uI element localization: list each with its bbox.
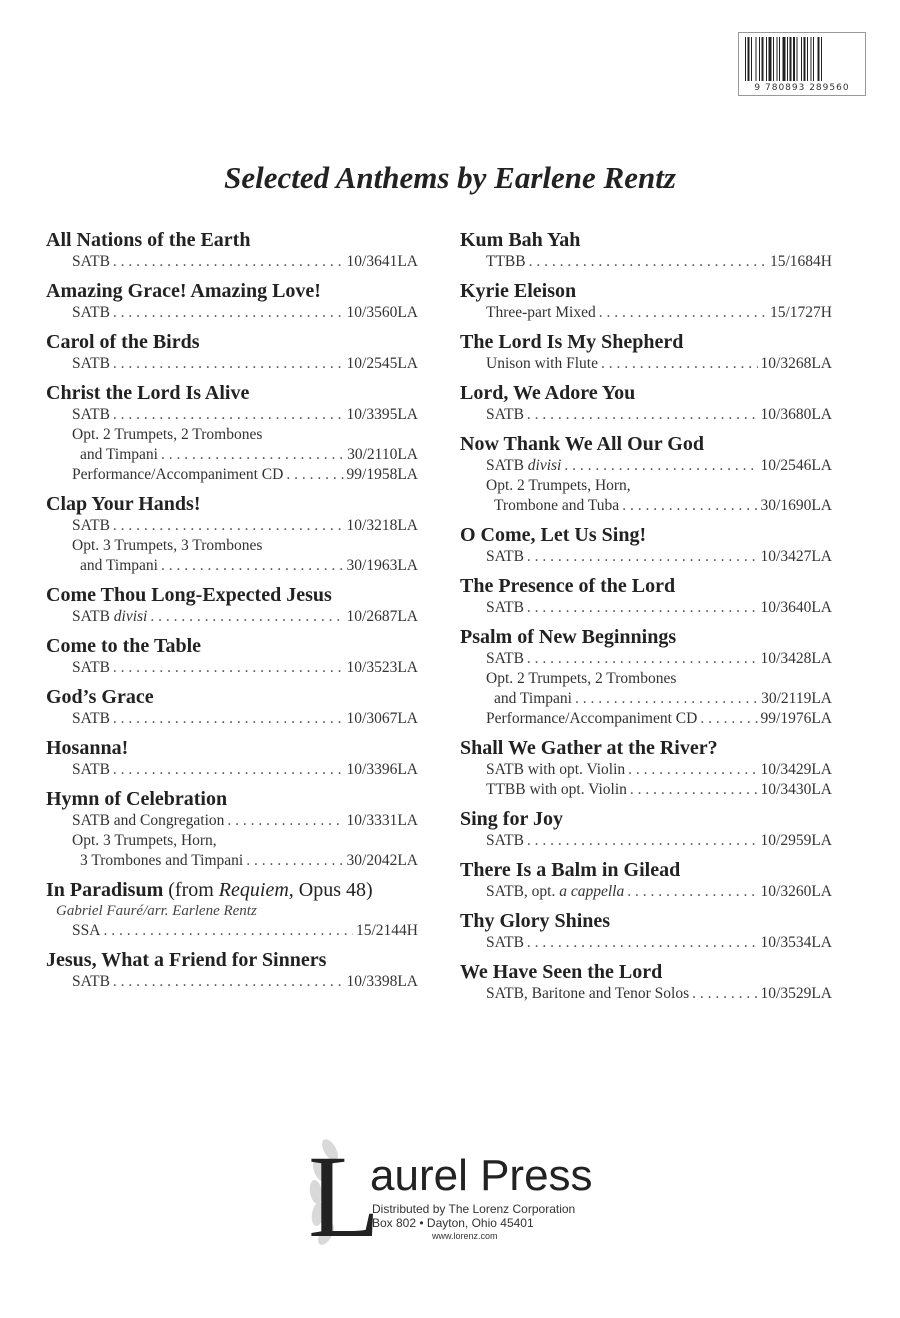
voicing-desc (72, 811, 224, 831)
anthem-title-text: Hosanna! (46, 737, 129, 759)
voicing-desc (80, 851, 243, 871)
anthem-title (460, 960, 832, 984)
voicing-line (46, 536, 418, 556)
leader-dots (527, 649, 758, 669)
voicing-line (460, 303, 832, 323)
voicing-line (460, 689, 832, 709)
leader-dots (700, 709, 757, 729)
leader-dots (113, 354, 344, 374)
catalog-number: 10/3430LA (760, 781, 832, 798)
anthem-title (460, 574, 832, 598)
leader-dots (599, 303, 767, 323)
voicing-line (46, 425, 418, 445)
voicing-line (46, 354, 418, 374)
anthem-title-text: God’s Grace (46, 686, 154, 708)
voicing-text: SATB (486, 599, 524, 616)
voicing-text: SATB, opt. (486, 883, 556, 900)
catalog-number: 10/3428LA (760, 650, 832, 667)
logo-website[interactable]: www.lorenz.com (432, 1231, 498, 1241)
voicing-desc (72, 252, 110, 272)
catalog-number: 30/2119LA (761, 690, 832, 707)
voicing-text: Trombone and Tuba (494, 497, 620, 514)
voicing-desc (486, 669, 676, 689)
anthem-entry (460, 858, 832, 902)
catalog-number: 10/2687LA (346, 608, 418, 625)
voicing-line (46, 811, 418, 831)
barcode-bar (787, 37, 788, 81)
catalog-number: 30/1690LA (760, 497, 832, 514)
anthem-title (46, 330, 418, 354)
anthem-entry (460, 625, 832, 729)
left-column (46, 228, 418, 999)
voicing-line (46, 831, 418, 851)
barcode-bar (818, 37, 820, 81)
voicing-text: and Timpani (494, 690, 572, 707)
voicing-line (46, 556, 418, 576)
anthem-entry (46, 634, 418, 678)
anthem-entry (46, 330, 418, 374)
voicing-line (460, 476, 832, 496)
voicing-text: SATB, Baritone and Tenor Solos (486, 985, 690, 1002)
anthem-entry (46, 736, 418, 780)
voicing-text: TTBB with opt. Violin (486, 781, 627, 798)
anthem-title-text: Amazing Grace! Amazing Love! (46, 280, 321, 302)
voicing-desc (486, 405, 524, 425)
voicing-text: and Timpani (80, 557, 158, 574)
anthem-entry (46, 492, 418, 576)
voicing-line (460, 547, 832, 567)
voicing-text: SATB with opt. Violin (486, 761, 626, 778)
leader-dots (113, 972, 344, 992)
catalog-number: 10/3560LA (346, 304, 418, 321)
barcode-bar (790, 37, 792, 81)
anthem-title-text: Lord, We Adore You (460, 382, 636, 404)
leader-dots (564, 456, 757, 476)
voicing-line (460, 252, 832, 272)
voicing-line (46, 972, 418, 992)
voicing-desc (72, 303, 110, 323)
barcode-bar (779, 37, 780, 81)
voicing-text: Opt. 2 Trumpets, 2 Trombones (72, 426, 263, 443)
anthem-entry (460, 909, 832, 953)
catalog-number: 10/3427LA (760, 548, 832, 565)
leader-dots (227, 811, 343, 831)
anthem-entry (460, 330, 832, 374)
leader-dots (113, 709, 344, 729)
catalog-number: 99/1976LA (760, 710, 832, 727)
catalog-number: 10/3398LA (346, 973, 418, 990)
voicing-text: SATB (72, 608, 110, 625)
anthem-title-text: Christ the Lord Is Alive (46, 382, 250, 404)
leader-dots (113, 303, 344, 323)
leader-dots (150, 607, 343, 627)
logo-address: Box 802 • Dayton, Ohio 45401 (372, 1216, 534, 1230)
catalog-number: 10/3396LA (346, 761, 418, 778)
anthem-entry (460, 736, 832, 800)
catalog-number: 10/3640LA (760, 599, 832, 616)
voicing-line (460, 405, 832, 425)
voicing-desc (72, 972, 110, 992)
voicing-line (460, 669, 832, 689)
anthem-title (46, 736, 418, 760)
voicing-line (46, 252, 418, 272)
anthem-entry (46, 878, 418, 941)
catalog-number: 30/2110LA (347, 446, 418, 463)
catalog-number: 10/3331LA (346, 812, 418, 829)
anthem-title (460, 909, 832, 933)
leader-dots (527, 933, 758, 953)
catalog-number: 10/2545LA (346, 355, 418, 372)
voicing-text: SATB (72, 659, 110, 676)
anthem-title (460, 625, 832, 649)
catalog-number: 10/3268LA (760, 355, 832, 372)
catalog-number: 30/1963LA (346, 557, 418, 574)
catalog-number: 10/3429LA (760, 761, 832, 778)
anthem-title (460, 330, 832, 354)
anthem-title-text: Now Thank We All Our God (460, 433, 704, 455)
barcode-bar (773, 37, 774, 81)
voicing-desc (72, 831, 217, 851)
leader-dots (113, 658, 344, 678)
voicing-text: Performance/Accompaniment CD (72, 466, 284, 483)
voicing-line (460, 760, 832, 780)
voicing-line (460, 780, 832, 800)
anthem-title-text: Shall We Gather at the River? (460, 737, 718, 759)
anthem-title (46, 583, 418, 607)
anthem-title (46, 634, 418, 658)
voicing-text: Performance/Accompaniment CD (486, 710, 698, 727)
voicing-desc (486, 984, 689, 1004)
leader-dots (630, 780, 758, 800)
anthem-title-text: There Is a Balm in Gilead (460, 859, 681, 881)
voicing-text: Three-part Mixed (486, 304, 596, 321)
leader-dots (527, 547, 758, 567)
anthem-title-text: Sing for Joy (460, 808, 563, 830)
anthem-title-text: We Have Seen the Lord (460, 961, 663, 983)
anthem-title-text: Thy Glory Shines (460, 910, 611, 932)
voicing-text: Opt. 2 Trumpets, 2 Trombones (486, 670, 677, 687)
anthem-entry (46, 948, 418, 992)
barcode-bar (748, 37, 750, 81)
anthem-title-text: Kyrie Eleison (460, 280, 577, 302)
catalog-number: 10/3680LA (760, 406, 832, 423)
anthem-title-text: Jesus, What a Friend for Sinners (46, 949, 327, 971)
voicing-text: SATB (486, 406, 524, 423)
catalog-number: 10/3395LA (346, 406, 418, 423)
anthem-title-text: All Nations of the Earth (46, 229, 251, 251)
anthem-entry (46, 583, 418, 627)
leader-dots (103, 921, 353, 941)
voicing-line (460, 933, 832, 953)
voicing-desc (72, 709, 110, 729)
anthem-entry (460, 228, 832, 272)
voicing-line (46, 607, 418, 627)
voicing-desc (72, 658, 110, 678)
voicing-desc (80, 556, 158, 576)
voicing-line (460, 598, 832, 618)
voicing-desc (80, 445, 158, 465)
leader-dots (628, 760, 757, 780)
catalog-number: 10/3529LA (760, 985, 832, 1002)
catalog-number: 15/1684H (770, 253, 832, 270)
anthem-entry (460, 807, 832, 851)
barcode-bar (766, 37, 767, 81)
voicing-desc (72, 405, 110, 425)
leader-dots (113, 252, 344, 272)
page-title: Selected Anthems by Earlene Rentz (224, 160, 676, 195)
voicing-desc (486, 252, 526, 272)
logo-initial: L (308, 1131, 381, 1262)
barcode-bar (804, 37, 806, 81)
barcode-bar (793, 37, 795, 81)
anthem-entry (460, 381, 832, 425)
voicing-desc (72, 607, 147, 627)
leader-dots (113, 516, 344, 536)
barcode-bar (797, 37, 798, 81)
voicing-text: SATB (72, 973, 110, 990)
anthem-title (460, 807, 832, 831)
anthem-title (46, 685, 418, 709)
isbn-number: 9 780893 289560 (754, 83, 850, 93)
voicing-text: SATB (72, 406, 110, 423)
barcode-bar (759, 37, 760, 81)
anthem-title-text: Carol of the Birds (46, 331, 200, 353)
anthem-entry (46, 228, 418, 272)
voicing-line (46, 465, 418, 485)
voicing-desc (486, 933, 524, 953)
voicing-text: SATB (72, 517, 110, 534)
leader-dots (286, 465, 343, 485)
leader-dots (627, 882, 757, 902)
voicing-text: SATB (486, 457, 524, 474)
voicing-text: SATB (72, 761, 110, 778)
anthem-title-note: , Opus 48) (288, 879, 373, 901)
voicing-desc (486, 547, 524, 567)
barcode-bar (777, 37, 778, 81)
voicing-text: SATB and Congregation (72, 812, 225, 829)
voicing-text: 3 Trombones and Timpani (80, 852, 244, 869)
voicing-line (46, 405, 418, 425)
voicing-desc (486, 780, 627, 800)
anthem-title (46, 279, 418, 303)
anthem-entry (460, 523, 832, 567)
voicing-line (460, 709, 832, 729)
anthem-title-text: Kum Bah Yah (460, 229, 581, 251)
anthem-title (460, 432, 832, 456)
catalog-number: 10/2959LA (760, 832, 832, 849)
anthem-title-text: In Paradisum (46, 879, 164, 901)
anthem-title-text: Come to the Table (46, 635, 201, 657)
anthem-entry (46, 279, 418, 323)
voicing-desc (72, 536, 262, 556)
catalog-number: 10/3067LA (346, 710, 418, 727)
anthem-entry (46, 787, 418, 871)
leader-dots (246, 851, 343, 871)
voicing-emphasis: divisi (527, 457, 562, 474)
voicing-line (46, 709, 418, 729)
anthem-title (46, 381, 418, 405)
voicing-desc (72, 425, 262, 445)
voicing-line (46, 921, 418, 941)
anthem-title (460, 858, 832, 882)
catalog-number: 10/2546LA (760, 457, 832, 474)
voicing-line (46, 760, 418, 780)
voicing-text: Opt. 3 Trumpets, 3 Trombones (72, 537, 263, 554)
logo-brand: aurel Press (370, 1151, 593, 1200)
voicing-desc (486, 649, 524, 669)
voicing-line (460, 456, 832, 476)
anthem-title-text: O Come, Let Us Sing! (460, 524, 647, 546)
voicing-line (460, 831, 832, 851)
barcode-bar (821, 37, 822, 81)
barcode-bar (807, 37, 808, 81)
right-column (460, 228, 832, 1011)
voicing-line (46, 303, 418, 323)
anthem-title (460, 279, 832, 303)
voicing-desc (486, 831, 524, 851)
barcode-bar (801, 37, 802, 81)
voicing-line (46, 445, 418, 465)
anthem-title-note: (from (163, 879, 219, 901)
anthem-entry (46, 381, 418, 485)
anthem-title-text: Come Thou Long-Expected Jesus (46, 584, 332, 606)
catalog-number: 10/3218LA (346, 517, 418, 534)
barcode (738, 32, 866, 96)
voicing-emphasis: divisi (113, 608, 148, 625)
anthem-title (460, 736, 832, 760)
voicing-desc (494, 689, 572, 709)
leader-dots (113, 405, 344, 425)
voicing-text: SSA (72, 922, 101, 939)
voicing-line (460, 496, 832, 516)
leader-dots (692, 984, 757, 1004)
voicing-desc (72, 760, 110, 780)
barcode-bar (811, 37, 812, 81)
voicing-line (460, 882, 832, 902)
voicing-text: TTBB (486, 253, 526, 270)
voicing-line (46, 516, 418, 536)
voicing-text: Opt. 2 Trumpets, Horn, (486, 477, 631, 494)
leader-dots (527, 831, 758, 851)
leader-dots (527, 405, 758, 425)
voicing-text: and Timpani (80, 446, 158, 463)
barcode-bar (769, 37, 772, 81)
voicing-desc (486, 303, 596, 323)
barcode-bar (783, 37, 786, 81)
anthem-title-text: The Presence of the Lord (460, 575, 676, 597)
voicing-text: SATB (486, 832, 524, 849)
voicing-desc (72, 516, 110, 536)
voicing-text: SATB (486, 548, 524, 565)
barcode-bar (762, 37, 764, 81)
anthem-title (46, 492, 418, 516)
voicing-desc (486, 456, 561, 476)
voicing-line (460, 984, 832, 1004)
anthem-title (460, 381, 832, 405)
leader-dots (113, 760, 344, 780)
leader-dots (527, 598, 758, 618)
anthem-entry (460, 960, 832, 1004)
logo-distributor: Distributed by The Lorenz Corporation (372, 1202, 576, 1216)
voicing-text: SATB (72, 253, 110, 270)
voicing-desc (486, 354, 598, 374)
voicing-desc (486, 598, 524, 618)
anthem-title-text: Hymn of Celebration (46, 788, 228, 810)
voicing-text: SATB (72, 304, 110, 321)
leader-dots (161, 556, 344, 576)
catalog-number: 10/3523LA (346, 659, 418, 676)
anthem-title-text: The Lord Is My Shepherd (460, 331, 684, 353)
anthem-title (460, 228, 832, 252)
barcode-bars (745, 37, 861, 81)
voicing-text: Unison with Flute (486, 355, 598, 372)
anthem-title-work: Requiem (218, 879, 289, 901)
anthem-title (46, 878, 418, 902)
voicing-line (460, 649, 832, 669)
voicing-text: SATB (486, 650, 524, 667)
anthem-title-text: Clap Your Hands! (46, 493, 201, 515)
barcode-bar (745, 37, 746, 81)
anthem-credit: Gabriel Fauré/arr. Earlene Rentz (56, 903, 257, 919)
voicing-text: SATB (72, 355, 110, 372)
barcode-bar (813, 37, 814, 81)
voicing-text: SATB (72, 710, 110, 727)
anthem-title (460, 523, 832, 547)
voicing-text: Opt. 3 Trumpets, Horn, (72, 832, 217, 849)
voicing-desc (72, 354, 110, 374)
publisher-logo (300, 1130, 620, 1260)
anthem-title-text: Psalm of New Beginnings (460, 626, 677, 648)
anthem-title (46, 228, 418, 252)
voicing-line (46, 851, 418, 871)
anthem-entry (460, 574, 832, 618)
voicing-desc (486, 760, 625, 780)
catalog-number: 30/2042LA (346, 852, 418, 869)
voicing-desc (486, 476, 631, 496)
voicing-text: SATB (486, 934, 524, 951)
voicing-desc (486, 882, 624, 902)
anthem-entry (46, 685, 418, 729)
voicing-desc (494, 496, 619, 516)
anthem-title (46, 948, 418, 972)
catalog-number: 10/3641LA (346, 253, 418, 270)
barcode-bar (751, 37, 752, 81)
anthem-entry (460, 432, 832, 516)
leader-dots (529, 252, 767, 272)
catalog-number: 10/3534LA (760, 934, 832, 951)
catalog-number: 15/2144H (356, 922, 418, 939)
catalog-number: 99/1958LA (346, 466, 418, 483)
anthem-entry (460, 279, 832, 323)
leader-dots (622, 496, 757, 516)
voicing-desc (72, 465, 283, 485)
voicing-line (460, 354, 832, 374)
catalog-number: 10/3260LA (760, 883, 832, 900)
catalog-number: 15/1727H (770, 304, 832, 321)
voicing-line (46, 658, 418, 678)
barcode-bar (756, 37, 757, 81)
voicing-emphasis: a cappella (559, 883, 625, 900)
voicing-desc (486, 709, 697, 729)
leader-dots (601, 354, 758, 374)
leader-dots (575, 689, 758, 709)
voicing-desc (72, 921, 100, 941)
leader-dots (161, 445, 344, 465)
anthem-title (46, 787, 418, 811)
